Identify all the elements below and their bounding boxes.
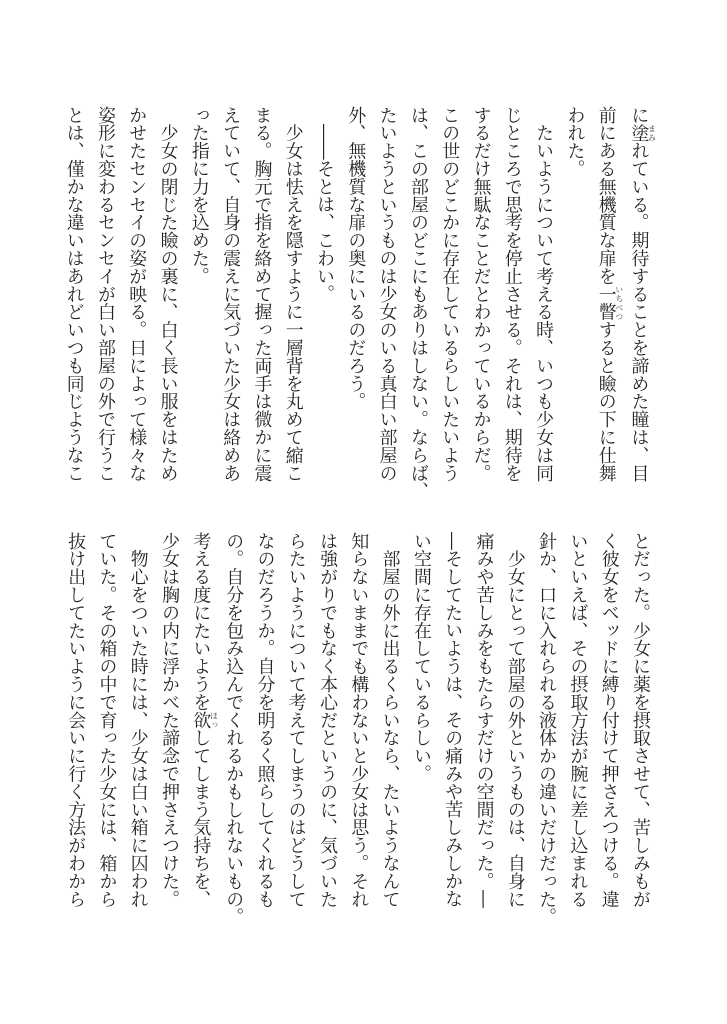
text-segment: 外、無機質な扉の奥にいるのだろう。 [345,106,367,411]
text-column [340,106,371,502]
text-segment: すると瞼の下に仕舞 [595,320,617,482]
text-segment: らたいようについて考えてしまうのはどうして [285,532,307,908]
text-column [497,106,528,502]
text-column [403,106,434,502]
ruby-reading: ほっ [209,711,219,729]
text-column [91,532,122,928]
text-segment: してしまう気持ちを、 [190,728,212,908]
text-segment: い空間に存在しているらしい。 [410,532,432,783]
text-segment: 知らないままでも構わないと少女は思う。それ [348,532,370,908]
ruby-annotated-word [595,285,624,321]
text-segment: 少女にとって部屋の外というものは、自身に [504,532,526,908]
text-column [152,106,183,502]
text-segment: 少女は胸の内に浮かべた諦念で押さえつけた。 [159,532,181,908]
text-column [309,106,340,502]
text-segment: 物心をついた時には、少女は白い箱に囚われ [127,532,149,908]
text-segment: なのだろうか。自分を明るく照らしてくれるも [254,532,276,908]
text-column [562,532,593,928]
text-segment: く彼女をベッドに縛り付けて押さえつける。違 [598,532,620,908]
text-column [90,106,121,502]
text-column [60,532,91,928]
ruby-reading: いちべつ [614,285,624,321]
text-column [280,532,311,928]
text-segment: れている。期待することを諦めた瞳は、目 [628,141,650,482]
text-column [531,532,562,928]
lower-text-block [60,532,656,928]
text-column [122,532,153,928]
text-segment: とだった。少女に薬を摂取させて、苦しみもが [630,532,651,908]
text-segment: 針か、口に入れられる液体かの違いだけだった。 [536,532,558,926]
text-column [58,106,89,502]
text-segment: ――そとは、こわい。 [314,106,336,303]
text-segment: は強がりでもなく本心だというのに、気づいた [317,532,339,908]
text-segment: たいようについて考える時、いつも少女は同 [533,106,555,482]
text-segment: 抜け出してたいように会いに行く方法がわから [65,532,87,908]
text-segment: いといえば、その摂取方法が腕に差し込まれる [567,532,589,908]
text-segment: 痛みや苦しみをもたらすだけの空間だった。― [473,532,495,908]
text-column [277,106,308,502]
text-column [218,532,249,928]
text-column [343,532,374,928]
text-column [185,532,218,928]
text-segment: の。自分を包み込んでくれるかもしれないもの。 [223,532,245,926]
text-column [625,532,656,928]
text-segment: かせたセンセイの姿が映る。日によって様々な [126,106,148,482]
text-column [559,106,590,502]
text-segment: 姿形に変わるセンセイが白い部屋の外で行うこ [94,106,116,482]
text-column [465,106,496,502]
ruby-annotated-word [190,711,219,729]
text-segment: われた。 [564,106,586,178]
ruby-base: 一瞥 [595,285,617,321]
text-column [500,532,531,928]
text-segment: 部屋の外に出るくらいなら、たいようなんて [379,532,401,908]
text-segment: 考える度にたいようを [190,532,212,711]
text-segment: じところで思考を停止させる。それは、期待を [501,106,523,482]
text-segment: まる。胸元で指を絡めて握った両手は微かに震 [251,106,273,482]
text-segment: えていて、自身の震えに気づいた少女は絡めあ [220,106,242,482]
ruby-reading: まみ [647,123,657,142]
text-segment: とは、僅かな違いはあれどいつも同じようなこ [63,106,85,482]
text-segment: った指に力を込めた。 [188,106,210,285]
text-column [434,106,465,502]
text-segment: 少女の閉じた瞼の裏に、白く長い服をはため [157,106,179,482]
text-column [215,106,246,502]
ruby-annotated-word [628,123,657,142]
upper-text-block [58,106,656,502]
text-segment: に [628,106,650,124]
text-column [593,532,624,928]
text-column [528,106,559,502]
text-column [406,532,437,928]
text-column [468,532,499,928]
text-column [312,532,343,928]
text-column [590,106,623,502]
text-segment: 少女は怯えを隠すように一層背を丸めて縮こ [282,106,304,482]
text-column [154,532,185,928]
text-segment: は、この部屋のどこにもありはしない。ならば、 [407,106,429,500]
ruby-base: 欲 [190,711,212,729]
text-column [121,106,152,502]
text-column [437,532,468,928]
text-column [249,532,280,928]
text-column [371,106,402,502]
text-column [374,532,405,928]
text-segment: たいようというものは少女のいる真白い部屋の [376,106,398,482]
text-column [246,106,277,502]
text-column [623,106,656,502]
text-column [184,106,215,502]
text-segment: 前にある無機質な扉を [595,106,617,285]
text-segment: この世のどこかに存在しているらしいたいよう [439,106,461,482]
text-segment: するだけ無駄なことだとわかっているからだ。 [470,106,492,482]
text-segment: ていた。その箱の中で育った少女には、箱から [96,532,118,908]
text-segment: ―そしてたいようは、その痛みや苦しみしかな [442,532,464,908]
ruby-base: 塗 [628,123,650,142]
